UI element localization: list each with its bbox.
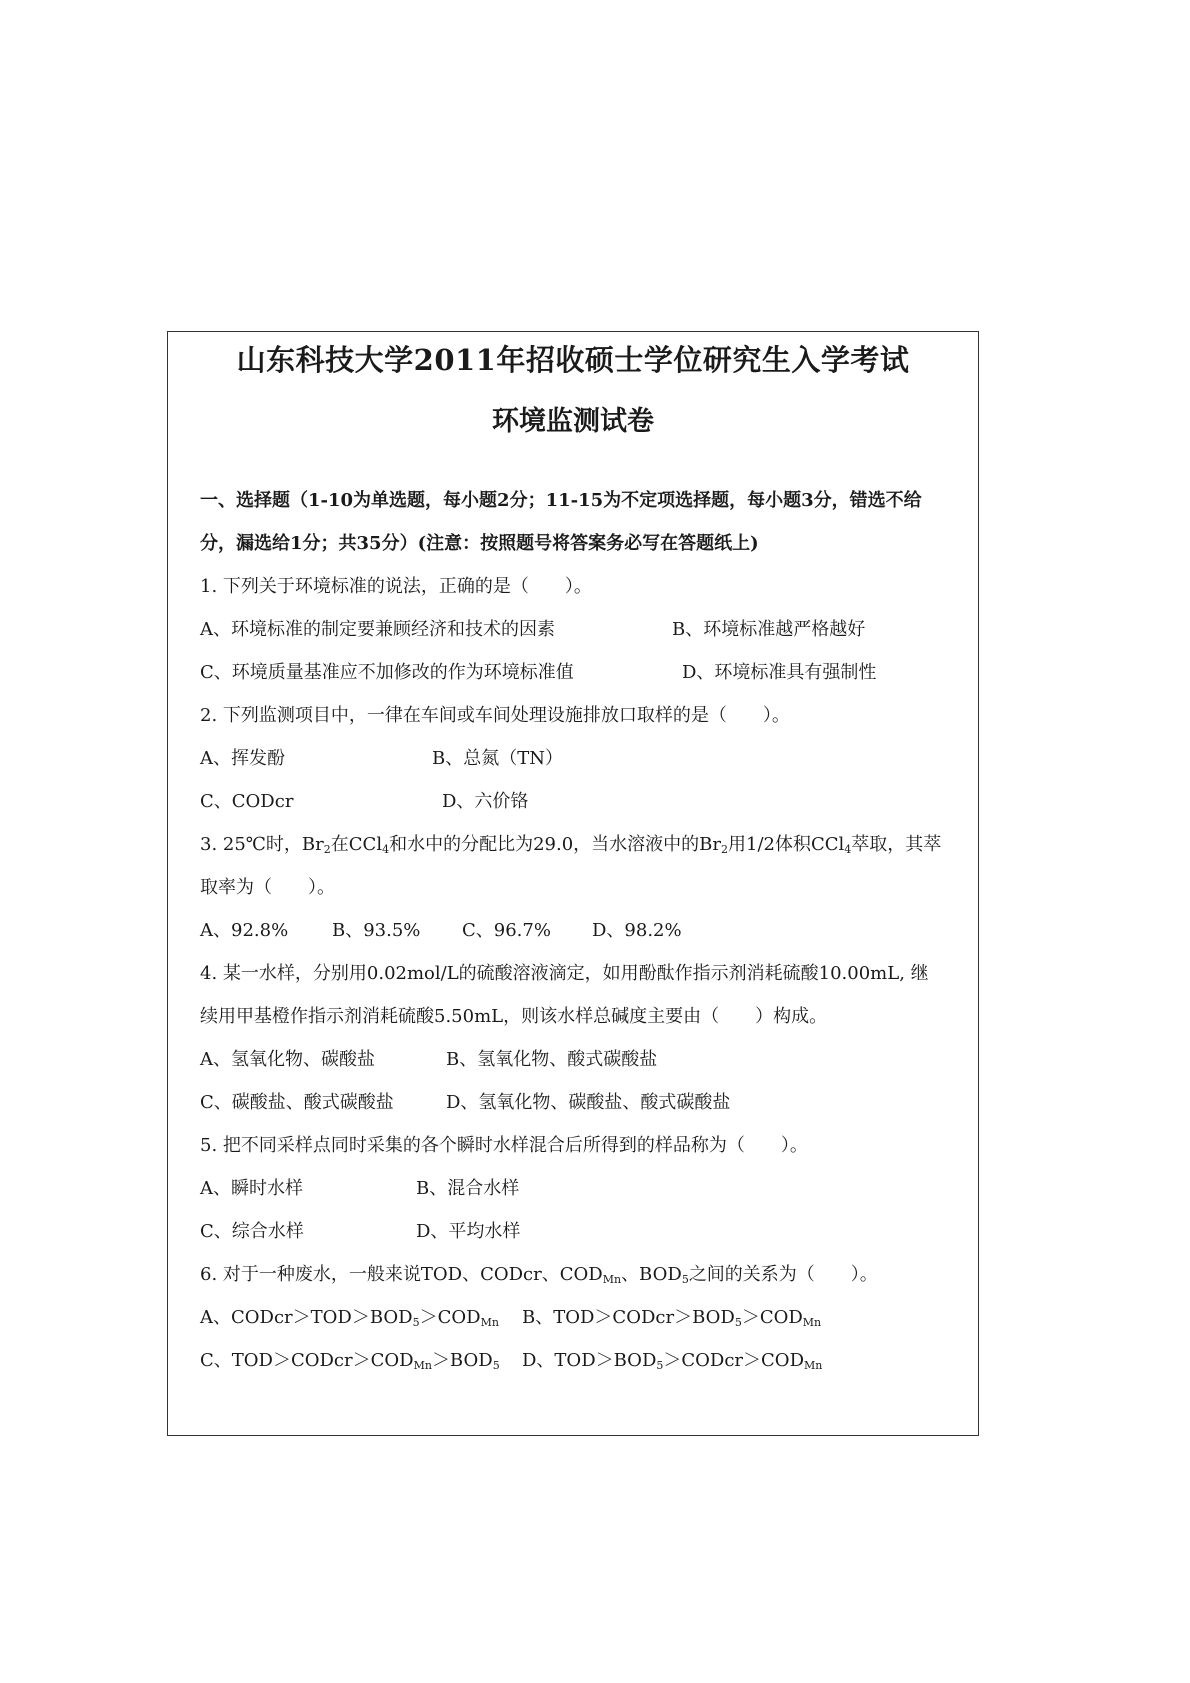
q5-option-a: A、瞬时水样 [200,1178,303,1199]
q3-option-b: B、93.5% [332,920,421,941]
q2-option-b: B、总氮（TN） [432,748,563,769]
q5-option-d: D、平均水样 [416,1221,521,1242]
q6-option-a: A、$CODcr>TOD>BOD_5>COD_{Mn}$ [200,1307,499,1329]
q4-stem-line2: 续用甲基橙作指示剂消耗硫酸5.50mL，则该水样总碱度主要由（ ）构成。 [200,1006,828,1027]
q3-option-a: A、92.8% [200,920,289,941]
q4-option-b: B、氢氧化物、酸式碳酸盐 [446,1049,658,1070]
q4-option-a: A、氢氧化物、碳酸盐 [200,1049,375,1070]
q6-option-d: D、$TOD>BOD_5>CODcr>COD_{Mn}$ [522,1350,823,1372]
q6-stem: 6. 对于一种废水，一般来说TOD、CODcr、$COD_{Mn}$、$BOD_5$之间的关系为（ ）。 [200,1264,878,1286]
q3-stem-line2: 取率为（ ）。 [200,877,335,898]
q4-option-c: C、碳酸盐、酸式碳酸盐 [200,1092,394,1113]
q3-option-d: D、98.2% [592,920,682,941]
q5-option-b: B、混合水样 [416,1178,520,1199]
q2-option-c: C、CODcr [200,791,294,812]
q3-stem: 3. 25℃时，$Br_2$在CCl$_4$和水中的分配比为29.0，当水溶液中的$Br_2$用1/2体积CCl$_4$萃取，其萃 [200,834,942,856]
q1-option-a: A、环境标准的制定要兼顾经济和技术的因素 [200,619,555,640]
q6-option-b: B、$TOD>CODcr>BOD_5>COD_{Mn}$ [522,1307,822,1329]
q6-option-c: C、$TOD>CODcr>COD_{Mn}>BOD_5$ [200,1350,500,1372]
q2-option-d: D、六价铬 [442,791,529,812]
q1-stem: 1. 下列关于环境标准的说法，正确的是（ ）。 [200,576,592,597]
section-heading-line1: 一、选择题（1-10为单选题，每小题2分；11-15为不定项选择题，每小题3分，错选不给 [200,490,922,511]
section-heading-line2: 分，漏选给1分；共35分）(注意：按照题号将答案务必写在答题纸上) [200,533,759,554]
q1-option-c: C、环境质量基准应不加修改的作为环境标准值 [200,662,574,683]
q2-stem: 2. 下列监测项目中，一律在车间或车间处理设施排放口取样的是（ ）。 [200,705,790,726]
q4-stem-line1: 4. 某一水样，分别用0.02mol/L的硫酸溶液滴定，如用酚酞作指示剂消耗硫酸10.00mL, 继 [200,963,929,984]
q1-option-b: B、环境标准越严格越好 [672,619,866,640]
exam-title: 山东科技大学2011年招收硕士学位研究生入学考试 [236,343,910,377]
q5-stem: 5. 把不同采样点同时采集的各个瞬时水样混合后所得到的样品称为（ ）。 [200,1135,808,1156]
q4-option-d: D、氢氧化物、碳酸盐、酸式碳酸盐 [446,1092,731,1113]
q5-option-c: C、综合水样 [200,1221,304,1242]
q2-option-a: A、挥发酚 [200,748,285,769]
q1-option-d: D、环境标准具有强制性 [682,662,877,683]
q3-option-c: C、96.7% [462,920,551,941]
exam-subtitle: 环境监测试卷 [492,406,654,437]
